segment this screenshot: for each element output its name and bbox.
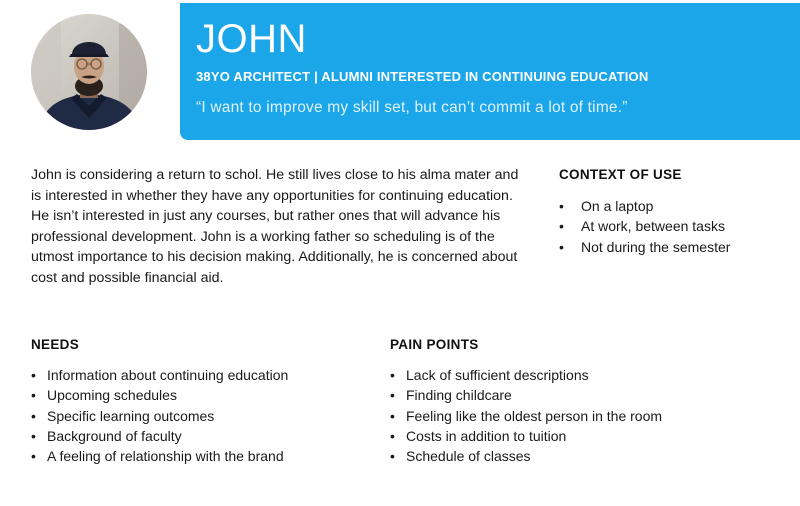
bullet-icon: • <box>390 387 395 404</box>
bullet-icon: • <box>559 218 564 235</box>
persona-subtitle: 38YO ARCHITECT | ALUMNI INTERESTED IN CONTINUING EDUCATION <box>196 69 649 84</box>
list-item: • Background of faculty <box>31 426 288 446</box>
list-item: • Upcoming schedules <box>31 385 288 405</box>
list-item: • Schedule of classes <box>390 446 662 466</box>
bullet-icon: • <box>390 367 395 383</box>
persona-header <box>180 3 800 140</box>
persona-name: JOHN <box>196 17 307 61</box>
list-item: • Feeling like the oldest person in the room <box>390 406 662 426</box>
bullet-icon: • <box>31 427 36 444</box>
persona-photo-image <box>31 14 147 130</box>
bullet-icon: • <box>31 448 36 465</box>
needs-title: NEEDS <box>31 337 80 352</box>
bullet-icon: • <box>31 407 36 424</box>
bullet-icon: • <box>390 427 395 444</box>
bullet-icon: • <box>559 238 564 255</box>
list-item: • Finding childcare <box>390 385 662 405</box>
needs-list <box>31 365 288 466</box>
list-item: • Costs in addition to tuition <box>390 426 662 446</box>
persona-bio: John is considering a return to schol. He still lives close to his alma mater and is interested in whether they have any opportunities for continuing education. He isn’t interested in just any courses, but rather ones that will advance his professional development. John is a working father so scheduling is of the utmost importance to his decision making. Additionally, he is concerned about cost and possible financial aid. <box>31 167 519 286</box>
bullet-icon: • <box>390 448 395 465</box>
bullet-icon: • <box>31 367 36 383</box>
list-item: • Not during the semester <box>559 237 730 257</box>
bullet-icon: • <box>390 407 395 424</box>
list-item: • On a laptop <box>559 196 730 216</box>
persona-quote: “I want to improve my skill set, but can’t commit a lot of time.” <box>196 99 628 116</box>
bullet-icon: • <box>31 387 36 404</box>
list-item: • Specific learning outcomes <box>31 406 288 426</box>
pain-points-title: PAIN POINTS <box>390 337 479 352</box>
persona-photo <box>31 14 147 130</box>
list-item: • A feeling of relationship with the brand <box>31 446 288 466</box>
list-item: • At work, between tasks <box>559 216 730 236</box>
context-title: CONTEXT OF USE <box>559 167 682 182</box>
pain-points-list <box>390 365 662 466</box>
context-list <box>559 196 730 257</box>
bullet-icon: • <box>559 198 564 214</box>
list-item: • Lack of sufficient descriptions <box>390 365 662 385</box>
list-item: • Information about continuing education <box>31 365 288 385</box>
